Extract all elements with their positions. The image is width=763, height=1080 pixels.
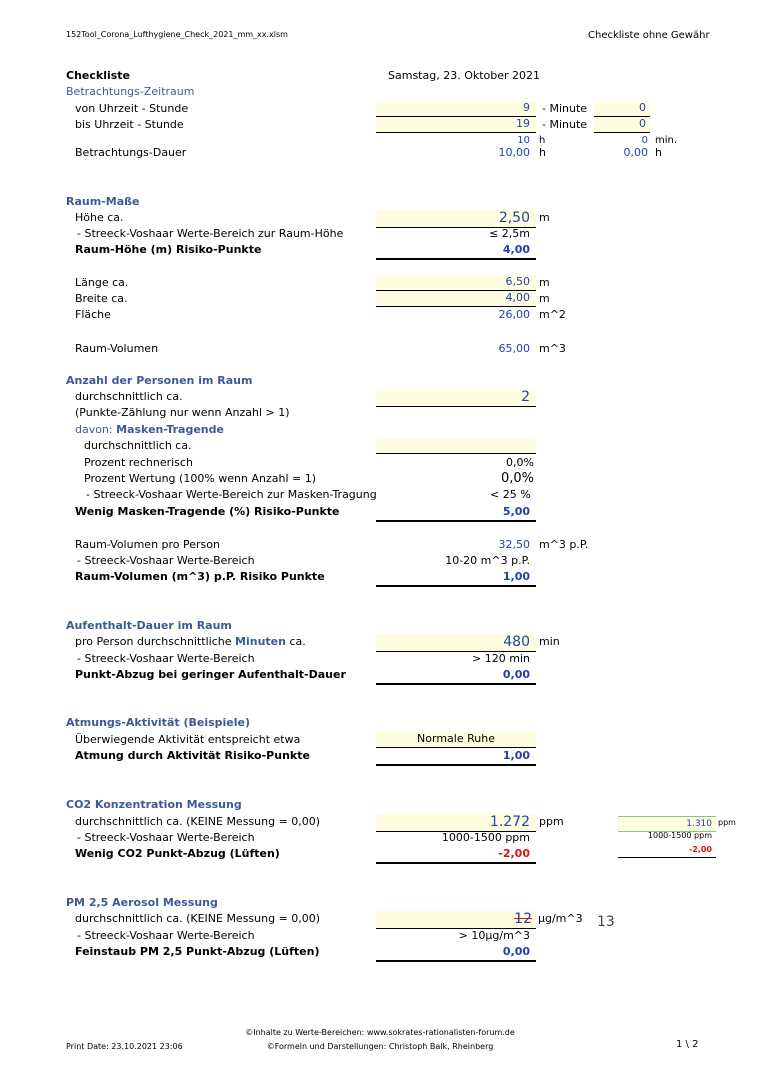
page-title: Checkliste <box>66 69 131 82</box>
h-unit-3: h <box>655 146 662 159</box>
co2-heading: CO2 Konzentration Messung <box>66 798 242 811</box>
min-unit-2: min <box>539 635 560 648</box>
co2-side-risk-cell <box>618 845 716 858</box>
masken-risk-label: Wenig Masken-Tragende (%) Risiko-Punkte <box>75 505 340 518</box>
minute-label: - Minute <box>542 102 588 115</box>
hoehe-value: 2,50 <box>498 210 530 226</box>
file-name: 152Tool_Corona_Lufthygiene_Check_2021_mm_xx.xlsm <box>66 30 288 39</box>
pm-label: durchschnittlich ca. (KEINE Messung = 0,00) <box>75 912 321 925</box>
zeitraum-heading: Betrachtungs-Zeitraum <box>66 85 195 98</box>
vol-risk-label: Raum-Volumen (m^3) p.P. Risiko Punkte <box>75 570 325 583</box>
pm-input[interactable] <box>376 911 536 929</box>
personen-avg-label: durchschnittlich ca. <box>75 390 183 403</box>
ppm-unit: ppm <box>539 815 564 828</box>
co2-bereich-label: - Streeck-Voshaar Werte-Bereich <box>77 831 255 844</box>
pm-value: 12 <box>514 911 532 927</box>
co2-risk-label: Wenig CO2 Punkt-Abzug (Lüften) <box>75 847 280 860</box>
co2-side-value: 1.310 <box>686 819 712 829</box>
co2-label: durchschnittlich ca. (KEINE Messung = 0,00) <box>75 815 321 828</box>
breite-input[interactable] <box>376 291 536 307</box>
laenge-value: 6,50 <box>505 275 530 288</box>
header-disclaimer: Checkliste ohne Gewähr <box>588 30 710 41</box>
atmung-risk-value: 1,00 <box>502 749 530 762</box>
pm-handwritten-value: 13 <box>597 914 615 930</box>
masken-bereich-label: - Streeck-Voshaar Werte-Bereich zur Masken-Tragung <box>86 488 377 501</box>
hoehe-risk-cell <box>376 243 536 260</box>
von-min-value: 0 <box>639 101 646 114</box>
aufenthalt-label-a: pro Person durchschnittliche <box>75 635 236 648</box>
hoehe-risk-value: 4,00 <box>502 243 530 256</box>
co2-risk-value: -2,00 <box>498 847 530 860</box>
personen-value: 2 <box>521 389 530 405</box>
hoehe-bereich-value: ≤ 2,5m <box>489 227 530 240</box>
m-unit-3: m <box>539 292 550 305</box>
dauer-value: 10,00 <box>498 146 530 159</box>
h-unit: h <box>539 135 546 146</box>
vol-bereich-label: - Streeck-Voshaar Werte-Bereich <box>77 554 255 567</box>
h-unit-2: h <box>539 146 546 159</box>
breite-label: Breite ca. <box>75 292 128 305</box>
page-number: 1 \ 2 <box>676 1039 699 1050</box>
volumen-label: Raum-Volumen <box>75 342 159 355</box>
bis-hour-value: 19 <box>516 117 530 130</box>
flaeche-label: Fläche <box>75 308 111 321</box>
masken-risk-value: 5,00 <box>502 505 530 518</box>
co2-input[interactable] <box>376 814 536 832</box>
dauer-label: Betrachtungs-Dauer <box>75 146 187 159</box>
laenge-label: Länge ca. <box>75 276 129 289</box>
atmung-label: Überwiegende Aktivität entspreicht etwa <box>75 733 301 746</box>
print-date: Print Date: 23.10.2021 23:06 <box>66 1042 183 1051</box>
aufenthalt-bereich-value: > 120 min <box>472 652 530 665</box>
hoehe-bereich-label: - Streeck-Voshaar Werte-Bereich zur Raum-Höhe <box>77 227 344 240</box>
aufenthalt-heading: Aufenthalt-Dauer im Raum <box>66 619 232 632</box>
co2-risk-cell <box>376 847 536 864</box>
aufenthalt-input[interactable] <box>376 634 536 652</box>
pm-bereich-value: > 10µg/m^3 <box>458 929 530 942</box>
atmung-heading: Atmungs-Aktivität (Beispiele) <box>66 716 251 729</box>
pct-wert-value: 0,0% <box>500 471 534 486</box>
davon-label: davon: <box>75 423 117 436</box>
vol-risk-cell <box>376 570 536 587</box>
aufenthalt-risk-value: 0,00 <box>502 668 530 681</box>
raum-heading: Raum-Maße <box>66 195 140 208</box>
pm-unit: µg/m^3 <box>538 912 583 925</box>
masken-heading <box>75 423 224 437</box>
masken-bereich-value: < 25 % <box>490 488 531 501</box>
atmung-risk-label: Atmung durch Aktivität Risiko-Punkte <box>75 749 310 762</box>
m2-unit: m^2 <box>539 308 566 321</box>
laenge-input[interactable] <box>376 275 536 291</box>
date: Samstag, 23. Oktober 2021 <box>388 69 541 82</box>
m3-unit: m^3 <box>539 342 566 355</box>
bis-min-value: 0 <box>639 117 646 130</box>
co2-bereich-value: 1000-1500 ppm <box>441 831 530 844</box>
atmung-select[interactable] <box>376 732 536 748</box>
pct-wert-label: Prozent Wertung (100% wenn Anzahl = 1) <box>84 472 317 485</box>
co2-side-bereich: 1000-1500 ppm <box>647 831 712 840</box>
aufenthalt-label-c: ca. <box>285 635 306 648</box>
atmung-value: Normale Ruhe <box>417 732 495 745</box>
masken-avg-label: durchschnittlich ca. <box>84 439 192 452</box>
pm-risk-cell <box>376 945 536 962</box>
vol-pp-unit: m^3 p.P. <box>539 538 589 551</box>
co2-value: 1.272 <box>489 814 530 830</box>
aufenthalt-label-minuten: Minuten <box>235 635 286 648</box>
bis-min-input[interactable] <box>594 117 650 133</box>
pm-bereich-label: - Streeck-Voshaar Werte-Bereich <box>77 929 255 942</box>
pct-rech-value: 0,0% <box>506 456 534 469</box>
personen-note: (Punkte-Zählung nur wenn Anzahl > 1) <box>75 406 290 419</box>
breite-value: 4,00 <box>505 291 530 304</box>
hoehe-label: Höhe ca. <box>75 211 124 224</box>
dauer-min-value: 0,00 <box>623 146 648 159</box>
bis-label: bis Uhrzeit - Stunde <box>75 118 184 131</box>
flaeche-value: 26,00 <box>498 308 530 321</box>
m-unit-2: m <box>539 276 550 289</box>
von-hour-input[interactable] <box>376 101 536 117</box>
aufenthalt-value: 480 <box>503 634 530 650</box>
aufenthalt-label <box>75 635 306 649</box>
vol-risk-value: 1,00 <box>502 570 530 583</box>
masken-risk-cell <box>376 505 536 522</box>
bis-hour-input[interactable] <box>376 117 536 133</box>
footer-credit-2: ©Formeln und Darstellungen: Christoph Balk, Rheinberg <box>266 1042 494 1051</box>
minute-label-2: - Minute <box>542 118 588 131</box>
hoehe-input[interactable] <box>376 210 536 228</box>
personen-heading: Anzahl der Personen im Raum <box>66 374 253 387</box>
pm-heading: PM 2,5 Aerosol Messung <box>66 896 218 909</box>
aufenthalt-bereich-label: - Streeck-Voshaar Werte-Bereich <box>77 652 255 665</box>
co2-side-input[interactable] <box>618 816 716 832</box>
aufenthalt-risk-label: Punkt-Abzug bei geringer Aufenthalt-Dauer <box>75 668 346 681</box>
von-hour-value: 9 <box>523 101 530 114</box>
personen-input[interactable] <box>376 389 536 407</box>
min-unit: min. <box>655 135 678 146</box>
vol-bereich-value: 10-20 m^3 p.P. <box>445 554 530 567</box>
vol-pp-label: Raum-Volumen pro Person <box>75 538 220 551</box>
co2-side-risk: -2,00 <box>688 845 712 854</box>
pct-rech-label: Prozent rechnerisch <box>84 456 193 469</box>
aufenthalt-risk-cell <box>376 668 536 685</box>
m-unit: m <box>539 211 550 224</box>
dur-minutes: 0 <box>641 135 648 146</box>
masken-avg-input[interactable] <box>376 438 536 454</box>
pm-risk-label: Feinstaub PM 2,5 Punkt-Abzug (Lüften) <box>75 945 320 958</box>
hoehe-risk-label: Raum-Höhe (m) Risiko-Punkte <box>75 243 262 256</box>
footer-credit-1: ©Inhalte zu Werte-Bereichen: www.sokrates-rationalisten-forum.de <box>245 1028 515 1037</box>
co2-side-unit: ppm <box>718 818 736 827</box>
von-label: von Uhrzeit - Stunde <box>75 102 189 115</box>
atmung-risk-cell <box>376 749 536 766</box>
volumen-value: 65,00 <box>498 342 530 355</box>
dur-hours: 10 <box>517 135 530 146</box>
masken-title: Masken-Tragende <box>116 423 224 436</box>
von-min-input[interactable] <box>594 101 650 117</box>
pm-risk-value: 0,00 <box>502 945 530 958</box>
vol-pp-value: 32,50 <box>498 538 530 551</box>
